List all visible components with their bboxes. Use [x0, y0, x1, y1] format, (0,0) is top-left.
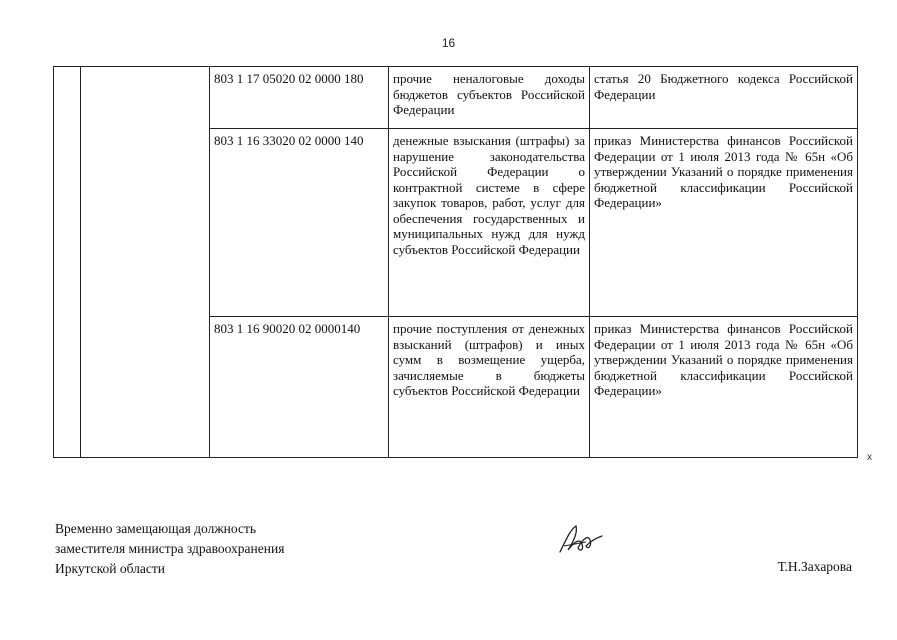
income-description: денежные взыскания (штрафы) за нарушение законодательства Российской Федерации о контрактной системе в сфере закупок товаров, работ, услуг для обеспечения государственных и муниципальных нужд для нужд субъектов Российской Федерации [389, 129, 590, 317]
empty-cell-wide [81, 67, 210, 458]
signatory-position [55, 519, 284, 579]
handwritten-signature [556, 522, 606, 556]
legal-basis: статья 20 Бюджетного кодекса Российской Федерации [590, 67, 858, 129]
signatory-line: Временно замещающая должность [55, 521, 257, 536]
empty-cell-narrow [54, 67, 81, 458]
legal-basis: приказ Министерства финансов Российской Федерации от 1 июля 2013 года № 65н «Об утверждении Указаний о порядке применения бюджетной классификации Российской Федерации» [590, 317, 858, 458]
table-row [54, 67, 858, 129]
budget-code: 803 1 16 90020 02 0000140 [210, 317, 389, 458]
page-number: 16 [441, 36, 456, 50]
budget-code: 803 1 17 05020 02 0000 180 [210, 67, 389, 129]
signer-name: Т.Н.Захарова [777, 559, 852, 574]
income-description: прочие неналоговые доходы бюджетов субъектов Российской Федерации [389, 67, 590, 129]
legal-basis: приказ Министерства финансов Российской Федерации от 1 июля 2013 года № 65н «Об утверждении Указаний о порядке применения бюджетной классификации Российской Федерации» [590, 129, 858, 317]
income-description: прочие поступления от денежных взысканий (штрафов) и иных сумм в возмещение ущерба, зачисляемые в бюджеты субъектов Российской Федерации [389, 317, 590, 458]
signatory-line: Иркутской области [55, 561, 166, 576]
margin-mark: x [867, 452, 872, 463]
signatory-line: заместителя министра здравоохранения [55, 541, 285, 556]
budget-code: 803 1 16 33020 02 0000 140 [210, 129, 389, 317]
budget-code-table [53, 66, 858, 458]
